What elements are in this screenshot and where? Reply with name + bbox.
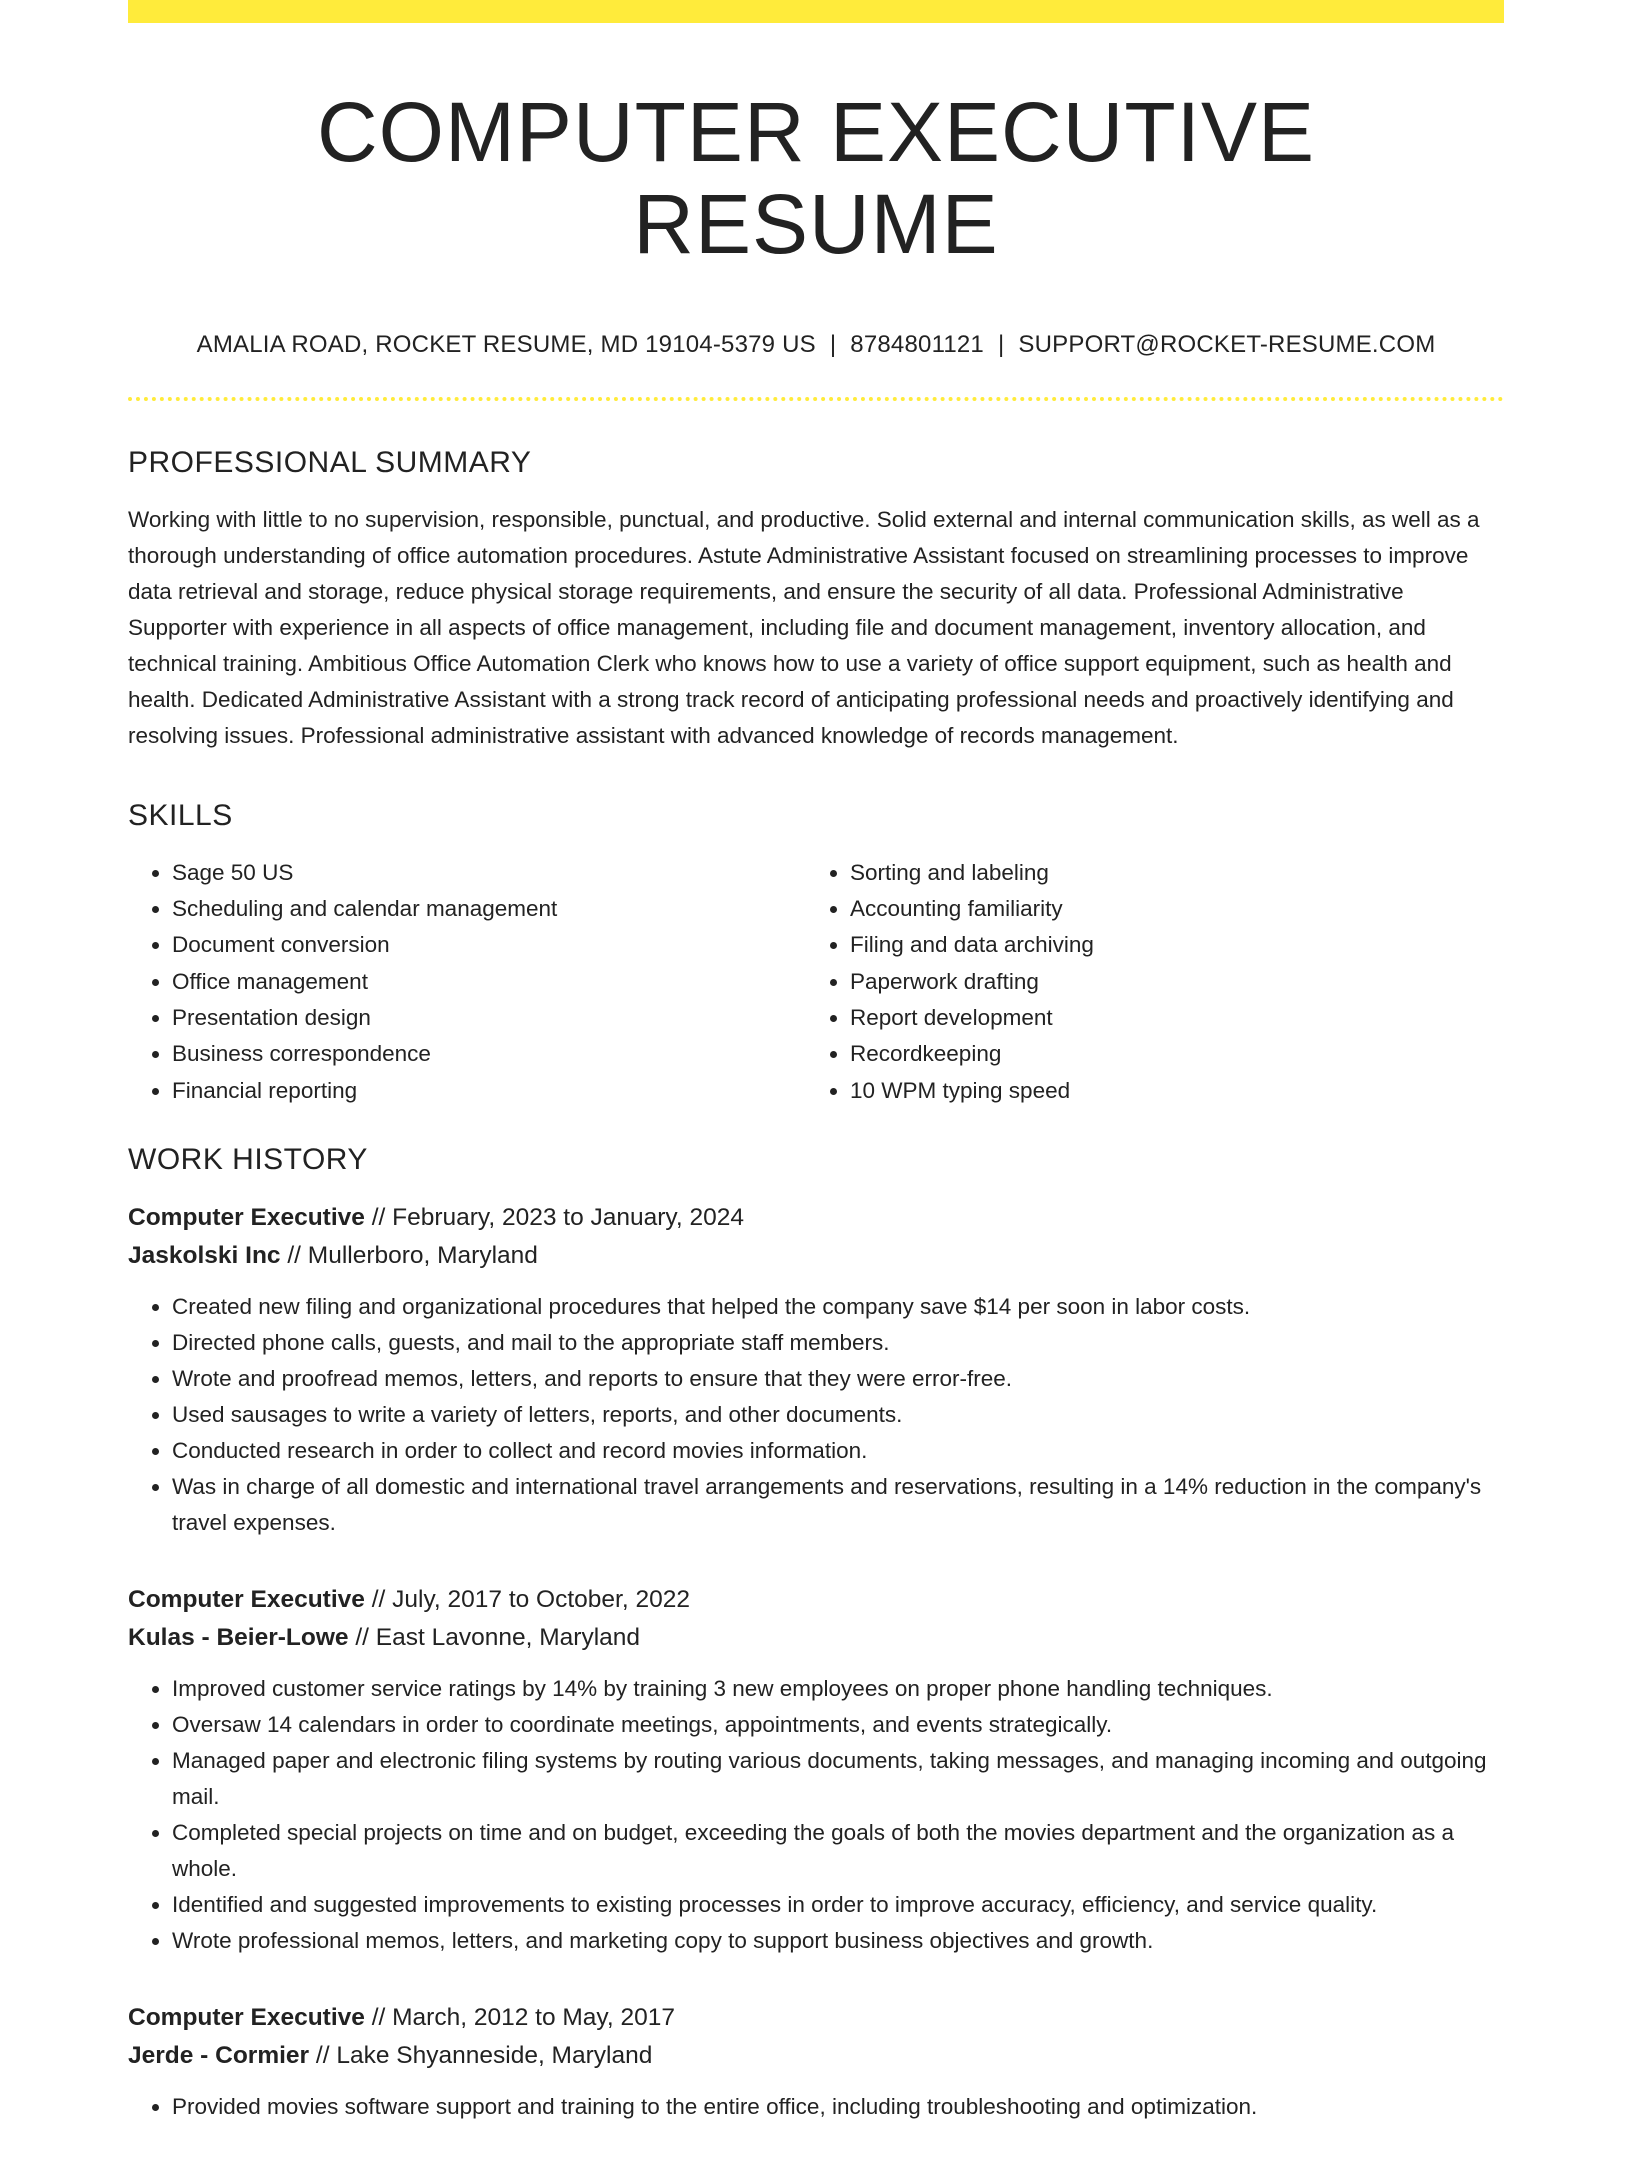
job-title: Computer Executive <box>128 2003 365 2031</box>
skill-item: • Sage 50 US <box>172 855 806 891</box>
skill-item: • Scheduling and calendar management <box>172 891 806 927</box>
skills-right-list <box>806 855 1484 1109</box>
skill-item: • Financial reporting <box>172 1073 806 1109</box>
work-history-heading: WORK HISTORY <box>128 1142 368 1176</box>
job-bullet: • Used sausages to write a variety of letters, reports, and other documents. <box>172 1397 1504 1433</box>
dotted-divider <box>128 397 1504 401</box>
job-bullet: • Created new filing and organizational procedures that helped the company save $14 per soon in labor costs. <box>172 1289 1504 1325</box>
top-accent-bar <box>128 0 1504 23</box>
skill-item: • Document conversion <box>172 927 806 963</box>
skill-item: • Business correspondence <box>172 1036 806 1072</box>
job-dates: // March, 2012 to May, 2017 <box>371 2003 675 2031</box>
contact-separator: | <box>997 330 1005 358</box>
job-bullet: • Conducted research in order to collect and record movies information. <box>172 1433 1504 1469</box>
job-company: Kulas - Beier-Lowe <box>128 1623 349 1651</box>
job-bullet: • Completed special projects on time and on budget, exceeding the goals of both the movies department and the organization as a whole. <box>172 1815 1504 1887</box>
job-title-line <box>128 1199 1504 1237</box>
job-bullet: • Improved customer service ratings by 14% by training 3 new employees on proper phone handling techniques. <box>172 1671 1504 1707</box>
job-company-line <box>128 2037 1504 2075</box>
job-bullet: • Wrote and proofread memos, letters, and reports to ensure that they were error-free. <box>172 1361 1504 1397</box>
job-bullet: • Directed phone calls, guests, and mail to the appropriate staff members. <box>172 1325 1504 1361</box>
job-title: Computer Executive <box>128 1585 365 1613</box>
skill-item: • Report development <box>850 1000 1484 1036</box>
contact-line <box>128 331 1504 359</box>
job-company: Jaskolski Inc <box>128 1241 281 1269</box>
job-title-line <box>128 1581 1504 1619</box>
job-company-line <box>128 1619 1504 1657</box>
skill-item: • Sorting and labeling <box>850 855 1484 891</box>
skill-item: • Accounting familiarity <box>850 891 1484 927</box>
job-bullet: • Was in charge of all domestic and international travel arrangements and reservations, resulting in a 14% reduction in the company's travel expenses. <box>172 1469 1504 1541</box>
summary-text: Working with little to no supervision, responsible, punctual, and productive. Solid external and internal communication skills, as well as a thorough understanding of office automation procedures. Astute Administrative Assistant focused on streamlining processes to improve data retrieval and storage, reduce physical storage requirements, and ensure the security of all data. Professional Administrative Supporter with experience in all aspects of office management, including file and document management, inventory allocation, and technical training. Ambitious Office Automation Clerk who knows how to use a variety of office support equipment, such as health and health. Dedicated Administrative Assistant with a strong track record of anticipating professional needs and proactively identifying and resolving issues. Professional administrative assistant with advanced knowledge of records management. <box>128 506 1480 748</box>
job-entry <box>128 1581 1504 1959</box>
skill-item: • Presentation design <box>172 1000 806 1036</box>
job-bullets <box>128 1289 1504 1541</box>
job-bullets <box>128 1671 1504 1959</box>
contact-separator: | <box>829 330 837 358</box>
job-company-line <box>128 1237 1504 1275</box>
skills-columns <box>128 855 1504 1109</box>
contact-phone: 8784801121 <box>850 330 984 358</box>
job-title: Computer Executive <box>128 1203 365 1231</box>
contact-email: SUPPORT@ROCKET-RESUME.COM <box>1018 330 1436 358</box>
summary-heading: PROFESSIONAL SUMMARY <box>128 445 532 479</box>
job-location: // East Lavonne, Maryland <box>355 1623 641 1651</box>
job-bullet: • Wrote professional memos, letters, and marketing copy to support business objectives and growth. <box>172 1923 1504 1959</box>
skill-item: • Filing and data archiving <box>850 927 1484 963</box>
resume-page <box>128 0 1504 2165</box>
job-dates: // July, 2017 to October, 2022 <box>371 1585 690 1613</box>
skill-item: • Office management <box>172 964 806 1000</box>
skill-item: • 10 WPM typing speed <box>850 1073 1484 1109</box>
skill-item: • Paperwork drafting <box>850 964 1484 1000</box>
job-dates: // February, 2023 to January, 2024 <box>371 1203 744 1231</box>
job-bullet: • Managed paper and electronic filing systems by routing various documents, taking messages, and managing incoming and outgoing mail. <box>172 1743 1504 1815</box>
resume-title: COMPUTER EXECUTIVE RESUME <box>316 85 1316 272</box>
job-company: Jerde - Cormier <box>128 2041 310 2069</box>
job-entry <box>128 1199 1504 1541</box>
job-title-line <box>128 1999 1504 2037</box>
skills-heading: SKILLS <box>128 798 233 832</box>
job-bullet: • Identified and suggested improvements to existing processes in order to improve accuracy, efficiency, and service quality. <box>172 1887 1504 1923</box>
job-entry <box>128 1999 1504 2125</box>
skills-left-list <box>128 855 806 1109</box>
contact-address: AMALIA ROAD, ROCKET RESUME, MD 19104-5379 US <box>196 330 816 358</box>
job-location: // Lake Shyanneside, Maryland <box>315 2041 653 2069</box>
job-bullets <box>128 2089 1504 2125</box>
job-location: // Mullerboro, Maryland <box>287 1241 538 1269</box>
skill-item: • Recordkeeping <box>850 1036 1484 1072</box>
job-bullet: • Provided movies software support and training to the entire office, including troubleshooting and optimization. <box>172 2089 1504 2125</box>
job-bullet: • Oversaw 14 calendars in order to coordinate meetings, appointments, and events strategically. <box>172 1707 1504 1743</box>
